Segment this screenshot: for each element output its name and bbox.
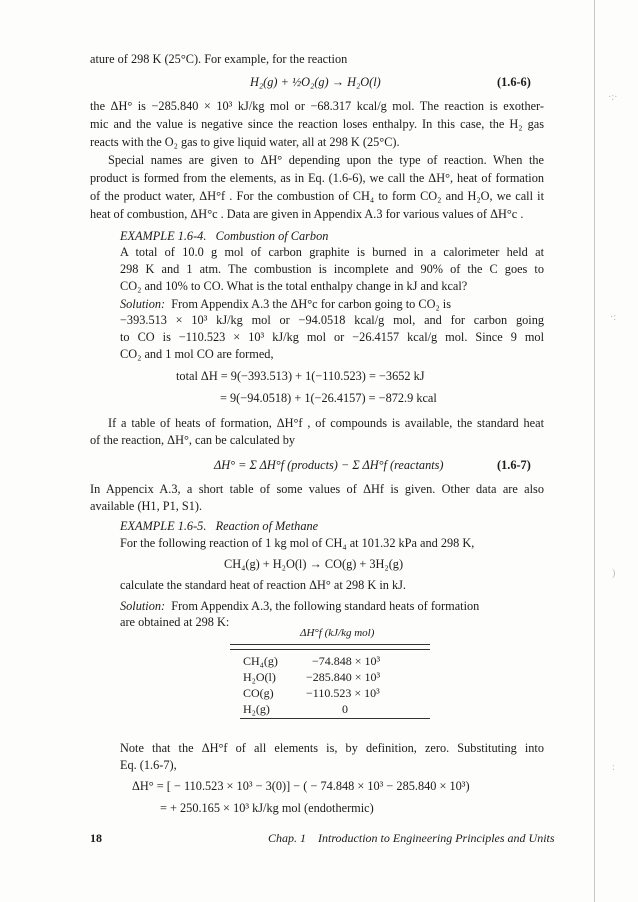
text-line: CO₂ and 10% to CO. What is the total enthalpy change in kJ and kcal? [120, 279, 468, 293]
text-line: heat of combustion, ΔH°c . Data are given in Appendix A.3 for various values of ΔH°c . [90, 207, 524, 221]
scan-speck: ) [612, 568, 616, 579]
example-heading [120, 229, 328, 244]
table-cell-value: −74.848 × 10³ [312, 654, 381, 668]
text-line: are obtained at 298 K: [120, 615, 230, 629]
solution-text: From Appendix A.3, the following standard heats of formation [171, 599, 480, 613]
solution-label: Solution: [120, 297, 166, 311]
scan-speck: ·:· [608, 92, 618, 103]
table-header-rule [230, 649, 430, 650]
example-label: EXAMPLE 1.6-5. [120, 519, 207, 533]
result-line-1: ΔH° = [ − 110.523 × 10³ − 3(0)] − ( − 74.848 × 10³ − 285.840 × 10³) [132, 779, 470, 793]
scan-speck: : [612, 762, 615, 773]
reaction-equation: CH₄(g) + H₂O(l) → CO(g) + 3H₂(g) [224, 557, 404, 571]
equation-number: (1.6-7) [497, 458, 531, 472]
example-heading [120, 519, 318, 534]
text-line: of the product water, ΔH°f . For the combustion of CH₄ to form CO₂ and H₂O, we call it [90, 189, 544, 203]
table-cell-species: CH₄(g) [243, 654, 278, 668]
table-cell-value: 0 [342, 702, 348, 716]
text-line: the ΔH° is −285.840 × 10³ kJ/kg mol or −68.317 kcal/g mol. The reaction is exother- [90, 99, 544, 113]
table-cell-value: −110.523 × 10³ [306, 686, 380, 700]
text-line: CO₂ and 1 mol CO are formed, [120, 347, 274, 361]
table-cell-species: CO(g) [243, 686, 274, 700]
table-cell-value: −285.840 × 10³ [306, 670, 381, 684]
text-line: of the reaction, ΔH°, can be calculated by [90, 433, 296, 447]
text-line: available (H1, P1, S1). [90, 499, 203, 513]
table-cell-species: H₂O(l) [243, 670, 276, 684]
table-column-header: ΔH°f (kJ/kg mol) [300, 627, 375, 639]
equation-1-6-7: ΔH° = Σ ΔH°f (products) − Σ ΔH°f (reactants) [214, 458, 444, 472]
text-line: For the following reaction of 1 kg mol of CH₄ at 101.32 kPa and 298 K, [120, 536, 475, 550]
example-label: EXAMPLE 1.6-4. [120, 229, 207, 243]
table-top-rule [230, 644, 430, 645]
solution-label: Solution: [120, 599, 166, 613]
total-line-kj: total ΔH = 9(−393.513) + 1(−110.523) = −3652 kJ [176, 369, 425, 383]
footer-chapter-title: Introduction to Engineering Principles and Units [318, 831, 555, 845]
example-title: Combustion of Carbon [215, 229, 329, 243]
table-bottom-rule [240, 718, 430, 719]
equation-1-6-6: H₂(g) + ½O₂(g) → H₂O(l) [250, 75, 381, 89]
equation-number: (1.6-6) [497, 75, 531, 89]
example-title: Reaction of Methane [215, 519, 319, 533]
solution-text: From Appendix A.3 the ΔH°c for carbon going to CO₂ is [171, 297, 452, 311]
text-line: Note that the ΔH°f of all elements is, by definition, zero. Substituting into [120, 741, 544, 755]
text-line: If a table of heats of formation, ΔH°f , of compounds is available, the standard heat [108, 416, 544, 430]
solution-line [120, 297, 544, 312]
text-line: reacts with the O₂ gas to give liquid water, all at 298 K (25°C). [90, 135, 400, 149]
solution-line [120, 599, 479, 614]
table-cell-species: H₂(g) [243, 702, 270, 716]
text-line: −393.513 × 10³ kJ/kg mol or −94.0518 kcal/g mol, and for carbon going [120, 313, 544, 327]
text-line: ature of 298 K (25°C). For example, for the reaction [90, 52, 348, 66]
text-line: A total of 10.0 g mol of carbon graphite is burned in a calorimeter held at [120, 245, 544, 259]
text-line: Special names are given to ΔH° depending upon the type of reaction. When the [108, 153, 544, 167]
text-line: calculate the standard heat of reaction ΔH° at 298 K in kJ. [120, 578, 406, 592]
total-line-kcal: = 9(−94.0518) + 1(−26.4157) = −872.9 kcal [220, 391, 437, 405]
page-number: 18 [90, 831, 102, 845]
scan-speck: ·: [610, 312, 617, 323]
text-line: In Appencix A.3, a short table of some values of ΔHf is given. Other data are also [90, 482, 544, 496]
text-line: Eq. (1.6-7), [120, 758, 177, 772]
text-line: to CO is −110.523 × 10³ kJ/kg mol or −26.4157 kcal/g mol. Since 9 mol [120, 330, 544, 344]
page-spine-rule [594, 0, 595, 902]
footer-chapter: Chap. 1 [268, 831, 307, 845]
result-line-2: = + 250.165 × 10³ kJ/kg mol (endothermic) [160, 801, 374, 815]
text-line: mic and the value is negative since the reaction loses enthalpy. In this case, the H₂ gas [90, 117, 544, 131]
text-line: product is formed from the elements, as in Eq. (1.6-6), we call the ΔH°, heat of formation [90, 171, 544, 185]
text-line: 298 K and 1 atm. The combustion is incomplete and 90% of the C goes to [120, 262, 544, 276]
